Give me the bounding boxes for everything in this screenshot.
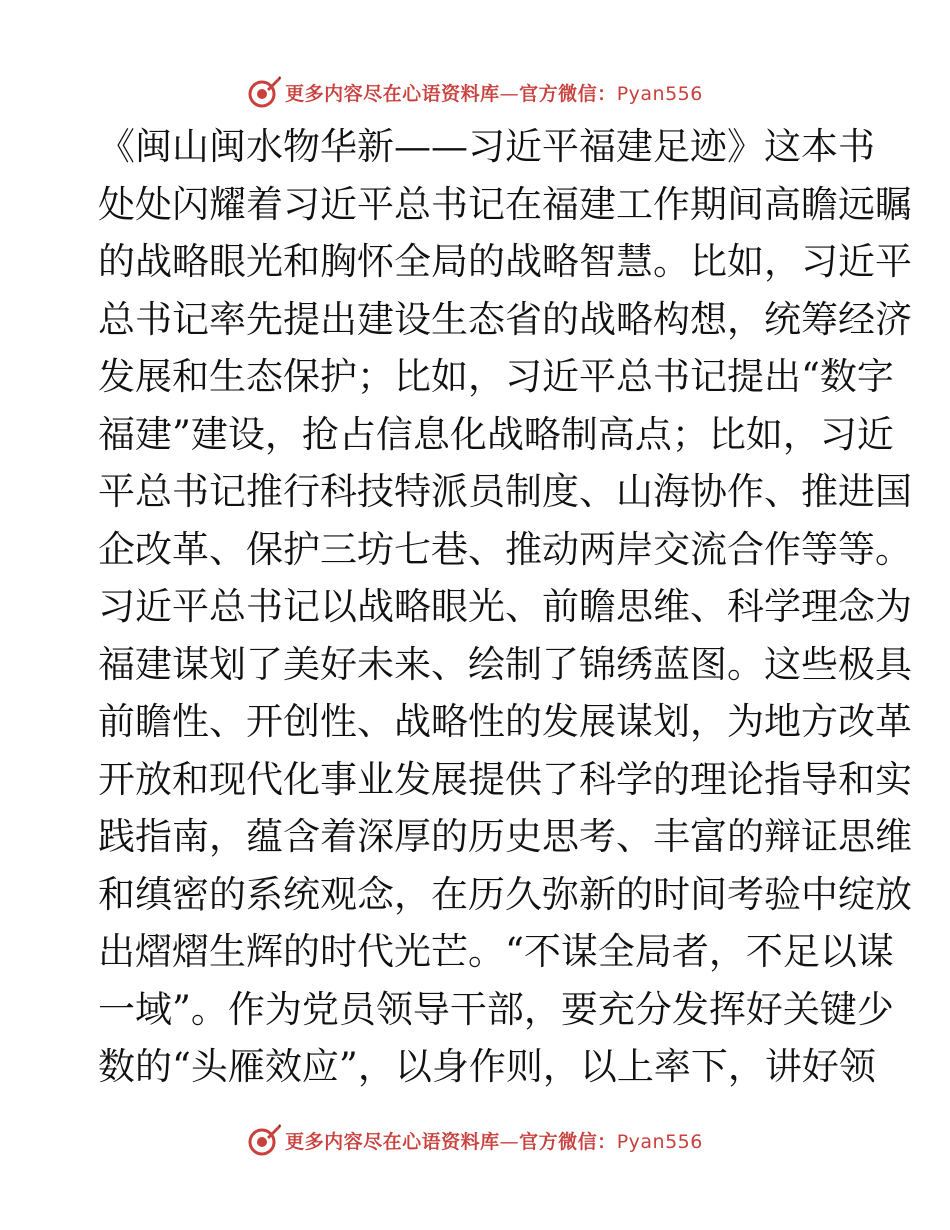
text-line: 出熠熠生辉的时代光芒。“不谋全局者，不足以谋 [98, 930, 894, 973]
text-line: 福建谋划了美好未来、绘制了锦绣蓝图。这些极具 [98, 642, 912, 686]
banner-slogan: 更多内容尽在心语资料库 [285, 1130, 500, 1153]
text-line: 一域”。作为党员领导干部，要充分发挥好关键少 [98, 987, 894, 1031]
text-line: 平总书记推行科技特派员制度、山海协作、推进国 [98, 470, 912, 513]
pen-logo-icon [247, 75, 281, 109]
header-banner [0, 72, 950, 112]
text-line: 企改革、保护三坊七巷、推动两岸交流合作等等。 [98, 527, 912, 571]
banner-account-id: Pyan556 [616, 82, 703, 105]
text-line: 践指南，蕴含着深厚的历史思考、丰富的辩证思维 [98, 815, 912, 858]
header-banner-text [285, 79, 703, 106]
banner-account-label: 官方微信： [519, 82, 617, 105]
footer-banner [0, 1120, 950, 1160]
text-line: 和缜密的系统观念，在历久弥新的时间考验中绽放 [98, 872, 912, 916]
banner-slogan: 更多内容尽在心语资料库 [285, 82, 500, 105]
text-line: 前瞻性、开创性、战略性的发展谋划，为地方改革 [98, 700, 912, 743]
article-body [98, 118, 912, 1096]
text-line: 开放和现代化事业发展提供了科学的理论指导和实 [98, 757, 912, 801]
text-line: 福建”建设，抢占信息化战略制高点；比如，习近 [98, 412, 894, 456]
banner-account-label: 官方微信： [519, 1130, 617, 1153]
footer-banner-text [285, 1127, 703, 1154]
banner-separator: — [499, 82, 520, 105]
text-line: 数的“头雁效应”，以身作则，以上率下，讲好领 [98, 1045, 876, 1088]
text-line: 总书记率先提出建设生态省的战略构想，统筹经济 [98, 297, 912, 341]
text-line: 《闽山闽水物华新——习近平福建足迹》这本书 [98, 125, 875, 168]
text-line: 处处闪耀着习近平总书记在福建工作期间高瞻远瞩 [98, 182, 912, 226]
banner-account-id: Pyan556 [616, 1130, 703, 1153]
text-line: 发展和生态保护；比如，习近平总书记提出“数字 [98, 355, 894, 398]
pen-logo-icon [247, 1123, 281, 1157]
text-line: 的战略眼光和胸怀全局的战略智慧。比如，习近平 [98, 240, 912, 283]
banner-separator: — [499, 1130, 520, 1153]
text-line: 习近平总书记以战略眼光、前瞻思维、科学理念为 [98, 585, 912, 628]
